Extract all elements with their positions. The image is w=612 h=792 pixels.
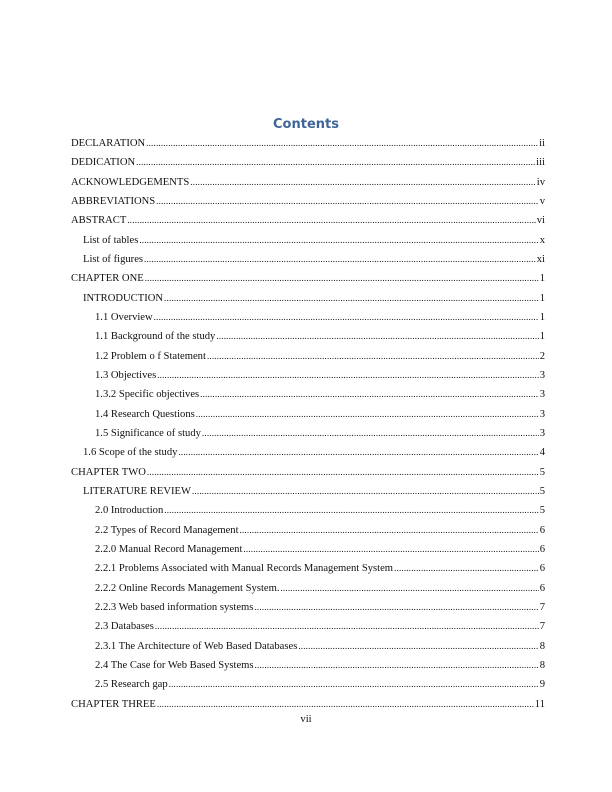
toc-entry-label: DEDICATION <box>71 157 136 169</box>
toc-entry-label: 2.2.0 Manual Record Management <box>95 543 243 555</box>
dot-leader <box>139 232 538 249</box>
toc-entry-page: iv <box>536 176 545 188</box>
dot-leader <box>298 638 538 655</box>
dot-leader <box>155 618 539 635</box>
toc-entry[interactable] <box>71 328 545 347</box>
toc-entry-label: INTRODUCTION <box>83 292 164 304</box>
toc-entry-label: ACKNOWLEDGEMENTS <box>71 176 190 188</box>
dot-leader <box>255 657 539 674</box>
toc-entry-label: 2.4 The Case for Web Based Systems <box>95 659 254 671</box>
toc-entry[interactable] <box>71 502 545 521</box>
toc-entry-page: 3 <box>539 369 545 381</box>
toc-entry-page: vi <box>536 215 545 227</box>
dot-leader <box>243 541 538 558</box>
toc-entry-page: 3 <box>539 408 545 420</box>
toc-entry-page: 8 <box>539 640 545 652</box>
toc-entry-label: 1.1 Background of the study <box>95 331 216 343</box>
page-title: Contents <box>273 117 339 132</box>
toc-entry-page: 1 <box>539 292 545 304</box>
toc-entry-label: 2.5 Research gap <box>95 679 168 691</box>
dot-leader <box>146 135 538 152</box>
toc-entry-page: 4 <box>539 447 545 459</box>
toc-entry[interactable] <box>71 464 545 483</box>
toc-entry[interactable] <box>71 251 545 270</box>
dot-leader <box>164 502 538 519</box>
toc-entry-label: ABBREVIATIONS <box>71 195 156 207</box>
dot-leader <box>127 212 535 229</box>
toc-entry-label: CHAPTER THREE <box>71 698 156 710</box>
toc-entry-label: 1.3 Objectives <box>95 369 157 381</box>
toc-entry[interactable] <box>71 348 545 367</box>
toc-entry[interactable] <box>71 193 545 212</box>
toc-entry-label: 1.6 Scope of the study <box>83 447 178 459</box>
dot-leader <box>178 444 538 461</box>
toc-entry-page: 3 <box>539 389 545 401</box>
toc-entry-label: 2.3.1 The Architecture of Web Based Databases <box>95 640 298 652</box>
toc-entry[interactable] <box>71 638 545 657</box>
toc-entry-page: xi <box>536 253 545 265</box>
dot-leader <box>394 560 539 577</box>
toc-entry[interactable] <box>71 599 545 618</box>
toc-entry-label: CHAPTER TWO <box>71 466 146 478</box>
dot-leader <box>157 696 534 713</box>
toc-entry-page: 1 <box>539 331 545 343</box>
toc-entry-label: List of tables <box>83 234 139 246</box>
toc-entry-label: List of figures <box>83 253 144 265</box>
toc-entry-page: 6 <box>539 582 545 594</box>
toc-entry-page: 1 <box>539 273 545 285</box>
toc-entry[interactable] <box>71 367 545 386</box>
toc-entry-label: ABSTRACT <box>71 215 127 227</box>
toc-entry-page: 6 <box>539 543 545 555</box>
toc-entry[interactable] <box>71 580 545 599</box>
toc-entry[interactable] <box>71 696 545 715</box>
toc-entry-page: 7 <box>539 601 545 613</box>
toc-entry-page: 7 <box>539 621 545 633</box>
dot-leader <box>207 348 539 365</box>
toc-entry-label: CHAPTER ONE <box>71 273 144 285</box>
toc-entry[interactable] <box>71 406 545 425</box>
dot-leader <box>200 386 539 403</box>
page-number: vii <box>300 714 312 725</box>
toc-entry-page: iii <box>536 157 545 169</box>
dot-leader <box>145 270 539 287</box>
toc-entry-page: 11 <box>534 698 545 710</box>
toc-entry-label: 1.2 Problem o f Statement <box>95 350 206 362</box>
toc-entry-label: 2.2.2 Online Records Management System. <box>95 582 280 594</box>
toc-entry-page: 3 <box>539 427 545 439</box>
toc-entry-page: ii <box>539 138 545 149</box>
toc-entry[interactable] <box>71 154 545 173</box>
dot-leader <box>156 193 539 210</box>
toc-entry-label: 2.2.1 Problems Associated with Manual Records Management System <box>95 563 394 575</box>
toc-entry[interactable] <box>71 309 545 328</box>
toc-entry-label: 2.2 Types of Record Management <box>95 524 239 536</box>
toc-entry-page: x <box>539 234 545 246</box>
toc-entry[interactable] <box>71 135 545 154</box>
toc-entry-page: 8 <box>539 659 545 671</box>
toc-entry[interactable] <box>71 212 545 231</box>
toc-entry-page: 5 <box>539 505 545 517</box>
dot-leader <box>144 251 536 268</box>
toc-entry[interactable] <box>71 386 545 405</box>
toc-entry-page: 6 <box>539 563 545 575</box>
toc-entry-label: 2.0 Introduction <box>95 505 164 517</box>
table-of-contents <box>71 135 545 715</box>
toc-entry-page: 9 <box>539 679 545 691</box>
toc-entry-label: 1.3.2 Specific objectives <box>95 389 200 401</box>
dot-leader <box>147 464 539 481</box>
toc-entry[interactable] <box>71 270 545 289</box>
toc-entry[interactable] <box>71 444 545 463</box>
toc-entry-label: 1.5 Significance of study <box>95 427 201 439</box>
dot-leader <box>254 599 538 616</box>
toc-entry[interactable] <box>71 522 545 541</box>
dot-leader <box>196 406 539 423</box>
dot-leader <box>157 367 539 384</box>
toc-entry[interactable] <box>71 290 545 309</box>
dot-leader <box>192 483 539 500</box>
toc-entry-page: 1 <box>539 311 545 323</box>
toc-entry[interactable] <box>71 232 545 251</box>
toc-entry-label: LITERATURE REVIEW <box>83 485 191 497</box>
toc-entry-label: DECLARATION <box>71 138 146 149</box>
toc-entry[interactable] <box>71 560 545 579</box>
toc-entry-label: 1.4 Research Questions <box>95 408 195 420</box>
toc-entry-page: 6 <box>539 524 545 536</box>
dot-leader <box>154 309 539 326</box>
toc-entry-page: v <box>539 195 545 207</box>
toc-entry[interactable] <box>71 174 545 193</box>
dot-leader <box>240 522 539 539</box>
toc-entry[interactable] <box>71 425 545 444</box>
dot-leader <box>202 425 539 442</box>
dot-leader <box>169 676 539 693</box>
toc-entry-page: 2 <box>539 350 545 362</box>
toc-entry[interactable] <box>71 657 545 676</box>
toc-entry[interactable] <box>71 483 545 502</box>
toc-entry-label: 1.1 Overview <box>95 311 153 323</box>
toc-entry-page: 5 <box>539 485 545 497</box>
dot-leader <box>280 580 538 597</box>
toc-entry-page: 5 <box>539 466 545 478</box>
toc-entry-label: 2.3 Databases <box>95 621 154 633</box>
toc-entry[interactable] <box>71 541 545 560</box>
toc-entry-label: 2.2.3 Web based information systems <box>95 601 254 613</box>
toc-entry[interactable] <box>71 676 545 695</box>
dot-leader <box>190 174 535 191</box>
dot-leader <box>136 154 535 171</box>
toc-entry[interactable] <box>71 618 545 637</box>
dot-leader <box>164 290 539 307</box>
dot-leader <box>216 328 538 345</box>
